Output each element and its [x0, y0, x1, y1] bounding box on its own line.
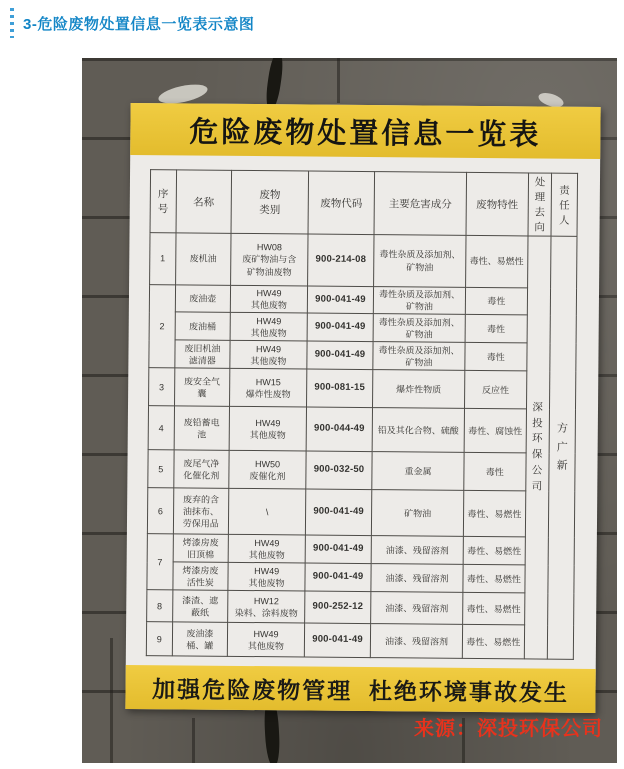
cell-name: 废机油	[175, 233, 231, 285]
cell-category: HW15 爆炸性废物	[230, 369, 307, 408]
cell-name: 废铅蓄电 池	[174, 406, 230, 450]
table-header-row	[150, 170, 578, 237]
cell-no: 9	[146, 622, 172, 656]
cell-code: 900-041-49	[307, 341, 373, 370]
cell-no: 7	[147, 534, 173, 590]
cell-name: 废旧机油 滤清器	[174, 340, 230, 368]
brick-joint	[110, 638, 113, 763]
table-row	[148, 406, 575, 454]
cell-name: 烤漆房废 旧顶棉	[173, 534, 229, 562]
cell-property: 反应性	[464, 371, 526, 410]
cell-property: 毒性、易燃性	[463, 491, 525, 538]
table-row	[150, 233, 577, 289]
cell-hazard: 油漆、残留溶剂	[371, 564, 463, 593]
cell-code: 900-044-49	[306, 407, 373, 452]
cell-no: 6	[147, 488, 173, 534]
cell-hazard: 爆炸性物质	[373, 370, 465, 409]
cell-hazard: 油漆、残留溶剂	[370, 624, 462, 659]
cell-name: 漆渣、遮 蔽纸	[172, 590, 228, 622]
header-responsible: 责 任 人	[551, 173, 577, 236]
dark-mark-top	[264, 58, 285, 111]
hazardous-waste-poster	[125, 103, 600, 713]
cell-destination: 深投 环保 公司	[524, 236, 551, 659]
cell-hazard: 油漆、残留溶剂	[371, 536, 463, 565]
header-no: 序 号	[150, 170, 176, 233]
cell-code: 900-081-15	[306, 369, 373, 408]
header-hazard: 主要危害成分	[374, 172, 466, 236]
poster-title-band	[130, 103, 600, 159]
cell-name: 废油桶	[175, 312, 231, 340]
table-row	[149, 340, 576, 372]
table-row	[147, 590, 574, 626]
cell-property: 毒性	[465, 315, 527, 344]
cell-code: 900-252-12	[305, 591, 371, 624]
cell-name: 废尾气净 化催化剂	[173, 450, 229, 488]
table-row	[149, 312, 576, 344]
header-code: 废物代码	[308, 171, 375, 235]
cell-hazard: 毒性杂质及添加剂、 矿物油	[373, 287, 465, 315]
cell-property: 毒性、易燃性	[463, 593, 525, 626]
cell-no: 3	[149, 368, 175, 406]
table-row	[147, 562, 574, 594]
header-category: 废物 类别	[231, 170, 308, 234]
cell-property: 毒性	[464, 453, 526, 492]
cell-hazard: 毒性杂质及添加剂、 矿物油	[373, 314, 465, 343]
cell-no: 5	[148, 450, 174, 488]
cell-category: HW49 其他废物	[230, 313, 307, 342]
cell-category: HW12 染料、涂料废物	[228, 591, 305, 624]
brick-joint	[337, 58, 340, 103]
cell-category: HW49 其他废物	[230, 285, 307, 313]
cell-category: HW08 废矿物油与含 矿物油废物	[231, 233, 308, 286]
cell-property: 毒性、易燃性	[465, 235, 527, 288]
cell-no: 2	[149, 285, 175, 369]
cell-hazard: 重金属	[372, 452, 464, 491]
table-row	[147, 534, 574, 566]
cell-code: 900-041-49	[305, 563, 371, 592]
table-row	[149, 368, 576, 410]
cell-hazard: 毒性杂质及添加剂、 矿物油	[374, 235, 466, 288]
cell-code: 900-041-49	[305, 489, 372, 536]
cell-hazard: 毒性杂质及添加剂、 矿物油	[373, 342, 465, 371]
cell-category: HW49 其他废物	[228, 535, 305, 564]
cell-hazard: 矿物油	[372, 490, 464, 537]
header-destination: 处理 去向	[528, 173, 552, 236]
poster-slogan-band	[125, 665, 595, 713]
waste-info-table	[146, 169, 578, 660]
poster-slogan: 加强危险废物管理 杜绝环境事故发生	[152, 675, 570, 706]
cell-property: 毒性	[465, 287, 527, 315]
cell-name: 废油壶	[175, 285, 231, 313]
cell-code: 900-214-08	[308, 234, 375, 287]
cell-code: 900-041-49	[305, 535, 371, 564]
cell-category: \	[228, 489, 305, 536]
cell-name: 废安全气 囊	[174, 368, 230, 406]
source-credit: 来源：深投环保公司	[414, 718, 603, 740]
cell-property: 毒性、易燃性	[462, 625, 524, 660]
cell-code: 900-041-49	[307, 313, 373, 342]
cell-code: 900-032-50	[306, 451, 373, 490]
poster-title: 危险废物处置信息一览表	[189, 115, 542, 152]
cell-property: 毒性、易燃性	[463, 565, 525, 594]
cell-no: 4	[148, 406, 174, 450]
table-row	[146, 622, 573, 660]
table-row	[147, 488, 574, 538]
cell-code: 900-041-49	[304, 623, 370, 658]
brick-joint	[192, 718, 195, 763]
wall-photo	[82, 58, 617, 763]
cell-hazard: 铅及其化合物、硫酸	[372, 408, 464, 453]
cell-category: HW49 其他废物	[228, 563, 305, 592]
cell-responsible: 方 广 新	[548, 236, 577, 659]
header-property: 废物特性	[466, 172, 528, 236]
cell-property: 毒性、易燃性	[463, 537, 525, 566]
cell-category: HW50 废催化剂	[229, 451, 306, 490]
caption-text: 3-危险废物处置信息一览表示意图	[23, 15, 255, 33]
cell-hazard: 油漆、残留溶剂	[371, 592, 463, 625]
cell-no: 8	[147, 590, 173, 622]
cell-name: 废弃的含 油抹布、 劳保用品	[173, 488, 229, 534]
cell-category: HW49 其他废物	[230, 341, 307, 370]
cell-category: HW49 其他废物	[229, 407, 306, 452]
header-name: 名称	[176, 170, 232, 233]
cell-property: 毒性、腐蚀性	[464, 409, 526, 454]
cell-name: 废油漆 桶、罐	[172, 622, 228, 656]
table-row	[148, 450, 575, 492]
cell-name: 烤漆房废 活性炭	[173, 562, 229, 590]
table-row	[149, 285, 576, 316]
cell-category: HW49 其他废物	[227, 623, 304, 658]
cell-code: 900-041-49	[307, 286, 373, 314]
cell-no: 1	[150, 233, 176, 285]
caption-dotted-border	[10, 8, 14, 38]
cell-property: 毒性	[465, 343, 527, 372]
section-caption	[10, 8, 254, 38]
